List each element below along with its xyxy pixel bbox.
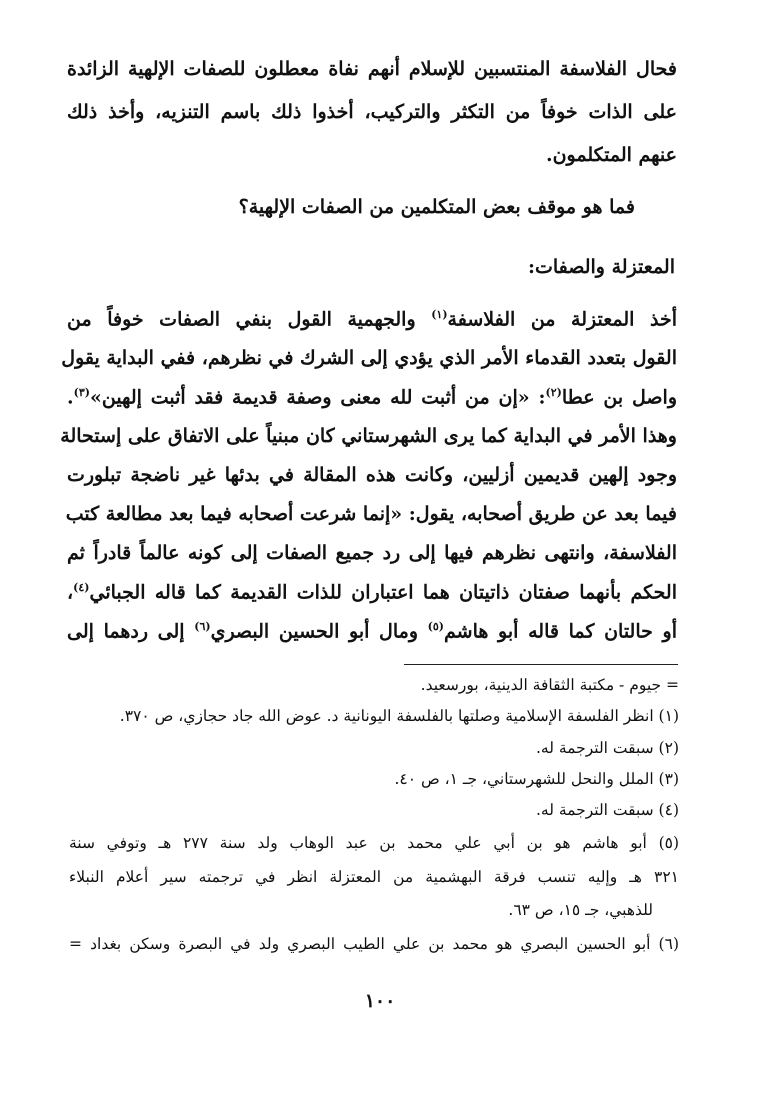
footnote-6-line: (٦) أبو الحسين البصري هو محمد بن علي الطيب البصري ولد في البصرة وسكن بغداد = [69,935,679,953]
footnote-ref: (٢) [545,386,562,399]
text-run: أخذ المعتزلة من الفلاسفة [447,308,677,331]
paragraph-line: فحال الفلاسفة المنتسبين للإسلام أنهم نفاة معطلون للصفات الإلهية الزائدة [67,58,677,80]
footnote-ref: (٦) [194,620,211,633]
paragraph-line [67,620,677,642]
text-run: الحكم بأنهما صفتان ذاتيتان هما اعتباران للذات القديمة كما قاله الجبائي [89,581,677,604]
paragraph-line [67,308,677,330]
paragraph-line: على الذات خوفاً من التكثر والتركيب، أخذوا ذلك باسم التنزيه، وأخذ ذلك [67,101,677,123]
paragraph-line: وهذا الأمر في البداية كما يرى الشهرستاني كان مبنياً على الاتفاق على إستحالة [60,425,677,447]
footnote-continuation: = جيوم - مكتبة الثقافة الدينية، بورسعيد. [420,676,679,694]
footnote-5-line: (٥) أبو هاشم هو بن أبي علي محمد بن عبد الوهاب ولد سنة ٢٧٧ هـ وتوفي سنة [69,834,680,852]
footnote-ref: (٤) [73,581,90,594]
footnote-3: (٣) الملل والنحل للشهرستاني، جـ ١، ص ٤٠. [394,770,679,788]
paragraph-line: القول بتعدد القدماء الأمر الذي يؤدي إلى الشرك في نظرهم، ففي البداية يقول [61,347,677,369]
footnote-5-line: ٣٢١ هـ وإليه تنسب فرقة البهشمية من المعتزلة انظر في ترجمته سير أعلام النبلاء [69,868,679,886]
text-run: والجهمية القول بنفي الصفات خوفاً من [67,308,432,331]
footnote-4: (٤) سبقت الترجمة له. [535,801,679,819]
text-run: أو حالتان كما قاله أبو هاشم [444,620,677,643]
paragraph-line: وجود إلهين قديمين أزليين، وكانت هذه المقالة في بدئها غير ناضجة تبلورت [67,464,677,486]
paragraph-line [67,581,677,603]
footnote-1: (١) انظر الفلسفة الإسلامية وصلتها بالفلسفة اليونانية د. عوض الله جاد حجازي، ص ٣٧٠. [119,707,679,725]
footnote-2: (٢) سبقت الترجمة له. [535,739,679,757]
paragraph-line: فيما بعد عن طريق أصحابه، يقول: «إنما شرعت أصحابه فيما بعد مطالعة كتب [65,503,677,525]
text-run: واصل بن عطا [561,386,678,409]
section-heading: المعتزلة والصفات: [527,256,675,278]
footnote-ref: (٥) [427,620,445,633]
paragraph-line [67,386,677,408]
footnote-ref: (٣) [73,386,90,399]
footnote-divider [404,664,678,665]
text-run: ، [67,581,74,604]
text-run: ومال أبو الحسين البصري [210,620,428,643]
paragraph-line: الفلاسفة، وانتهى نظرهم فيها إلى رد جميع الصفات إلى كونه عالماً قادراً ثم [67,542,677,564]
footnote-ref: (١) [431,308,448,321]
footnote-5-line: للذهبي، جـ ١٥، ص ٦٣. [508,901,653,919]
text-run: إلى ردهما إلى [67,620,195,643]
text-run: : «إن من أثبت لله معنى وصفة قديمة فقد أثبت إلهين» [89,386,546,409]
page-number: ١٠٠ [364,990,396,1012]
paragraph-line: عنهم المتكلمون. [545,144,677,166]
question-line: فما هو موقف بعض المتكلمين من الصفات الإلهية؟ [238,196,635,218]
text-run: . [67,386,74,409]
